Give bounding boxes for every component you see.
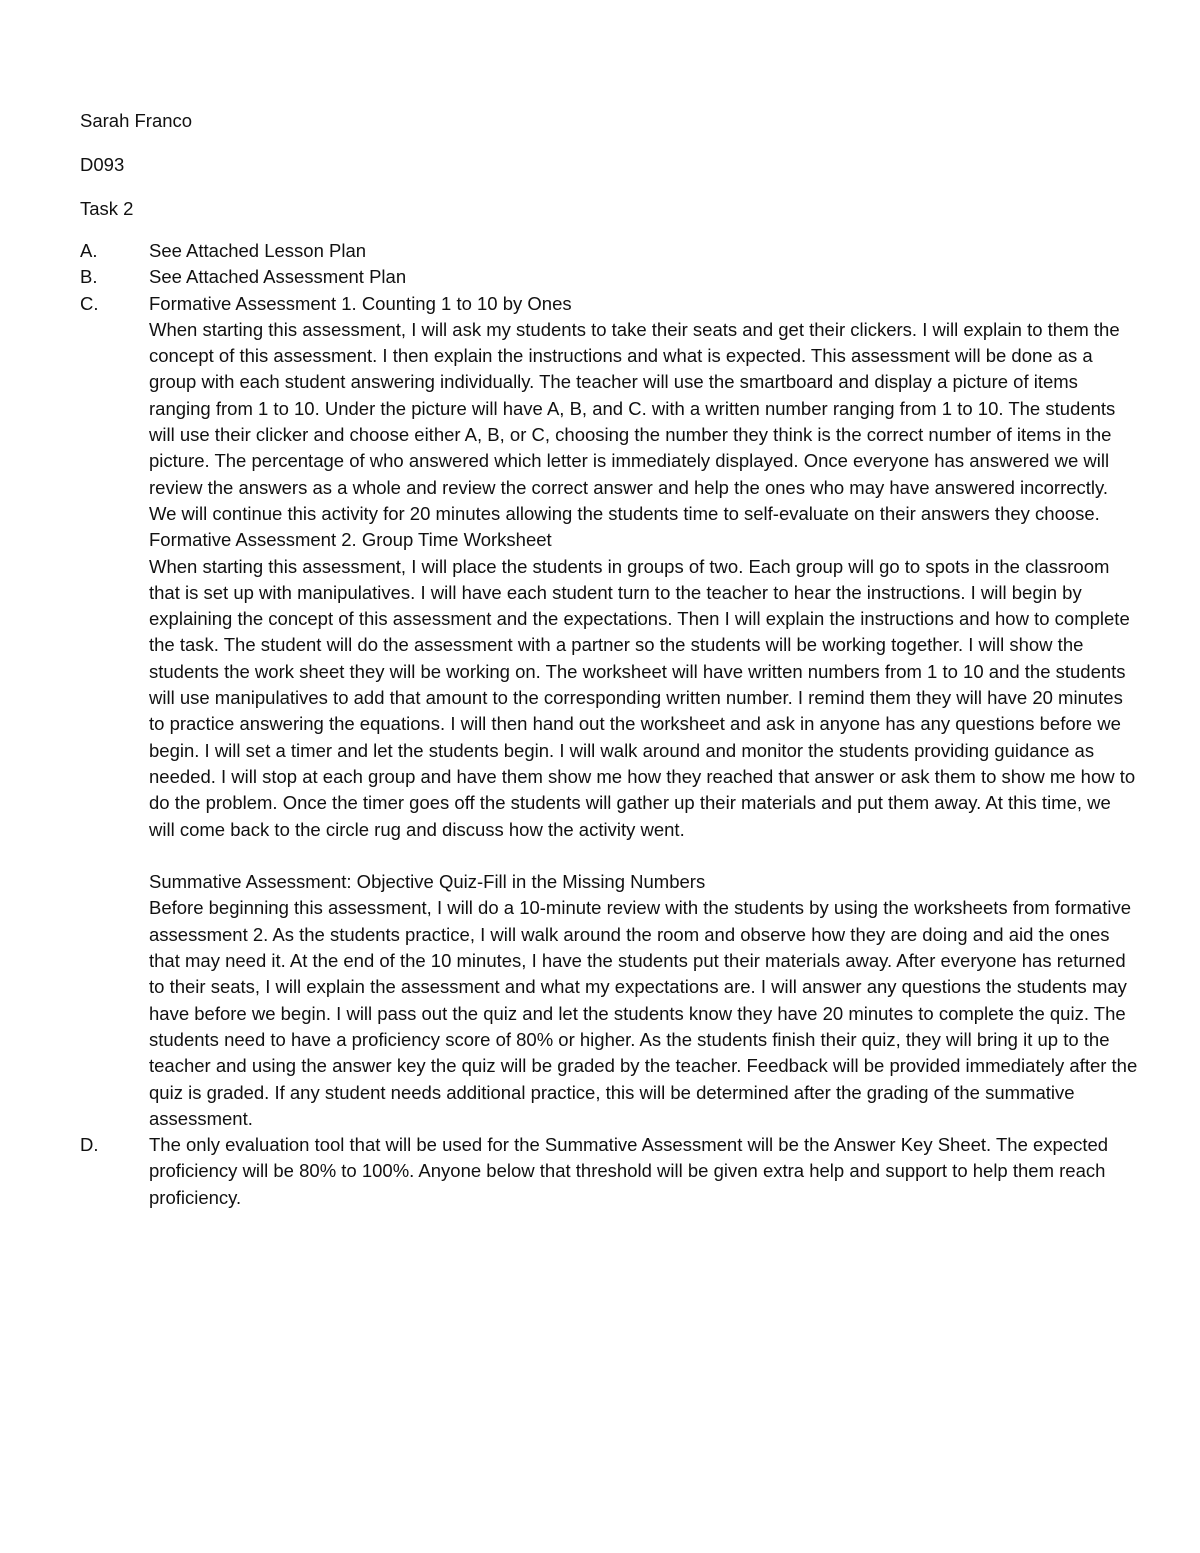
list-item-a [80,238,1140,264]
list-item-b [80,264,1140,290]
list-marker: A. [80,240,98,261]
course-code: D093 [80,154,125,175]
list-item-c [80,291,1140,1133]
task-label: Task 2 [80,198,134,219]
summative-assessment-body: Before beginning this assessment, I will do a 10-minute review with the students by using the worksheets from formative assessment 2. As the students practice, I will walk around the room and observe how they are doing and aid the ones that may need it. At the end of the 10 minutes, I have the students put their materials away. After everyone has returned to their seats, I will explain the assessment and what my expectations are. I will answer any questions the students may have before we begin. I will pass out the quiz and let the students know they have 20 minutes to complete the quiz. The students need to have a proficiency score of 80% or higher. As the students finish their quiz, they will bring it up to the teacher and using the answer key the quiz will be graded by the teacher. Feedback will be provided immediately after the quiz is graded. If any student needs additional practice, this will be determined after the grading of the summative assessment. [149,897,1138,1129]
formative-assessment-1-title: Formative Assessment 1. Counting 1 to 10 by Ones [149,292,572,314]
list-item-d [80,1132,1140,1211]
list-marker: C. [80,292,99,314]
answer-list [80,238,1140,1211]
list-marker: D. [80,1134,99,1156]
author-name: Sarah Franco [80,110,193,131]
document-page [80,108,1140,1211]
item-d-text: The only evaluation tool that will be used for the Summative Assessment will be the Answer Key Sheet. The expected proficiency will be 80% to 100%. Anyone below that threshold will be given extra help and support to help them reach proficiency. [149,1134,1109,1208]
formative-assessment-2-title: Formative Assessment 2. Group Time Worksheet [149,529,552,551]
item-b-text: See Attached Assessment Plan [149,266,407,288]
formative-assessment-2-body: When starting this assessment, I will place the students in groups of two. Each group will go to spots in the classroom that is set up with manipulatives. I will have each student turn to the teacher to hear the instructions. I will begin by explaining the concept of this assessment and the expectations. Then I will explain the instructions and how to complete the task. The student will do the assessment with a partner so the students will be working together. I will show the students the work sheet they will be working on. The worksheet will have written numbers from 1 to 10 and the students will use manipulatives to add that amount to the corresponding written number. I remind them they will have 20 minutes to practice answering the equations. I will then hand out the worksheet and ask in anyone has any questions before we begin. I will set a timer and let the students begin. I will walk around and monitor the students providing guidance as needed. I will stop at each group and have them show me how they reached that answer or ask them to show me how to do the problem. Once the timer goes off the students will gather up their materials and put them away. At this time, we will come back to the circle rug and discuss how the activity went. [149,555,1136,840]
list-marker: B. [80,266,98,288]
summative-assessment-title: Summative Assessment: Objective Quiz-Fill in the Missing Numbers [149,871,706,893]
item-a-text: See Attached Lesson Plan [149,240,367,261]
formative-assessment-1-body: When starting this assessment, I will ask my students to take their seats and get their clickers. I will explain to them the concept of this assessment. I then explain the instructions and what is expected. This assessment will be done as a group with each student answering individually. The teacher will use the smartboard and display a picture of items ranging from 1 to 10. Under the picture will have A, B, and C. with a written number ranging from 1 to 10. The students will use their clicker and choose either A, B, or C, choosing the number they think is the correct number of items in the picture. The percentage of who answered which letter is immediately displayed. Once everyone has answered we will review the answers as a whole and review the correct answer and help the ones who may have answered incorrectly. We will continue this activity for 20 minutes allowing the students time to self-evaluate on their answers they choose. [149,318,1120,524]
